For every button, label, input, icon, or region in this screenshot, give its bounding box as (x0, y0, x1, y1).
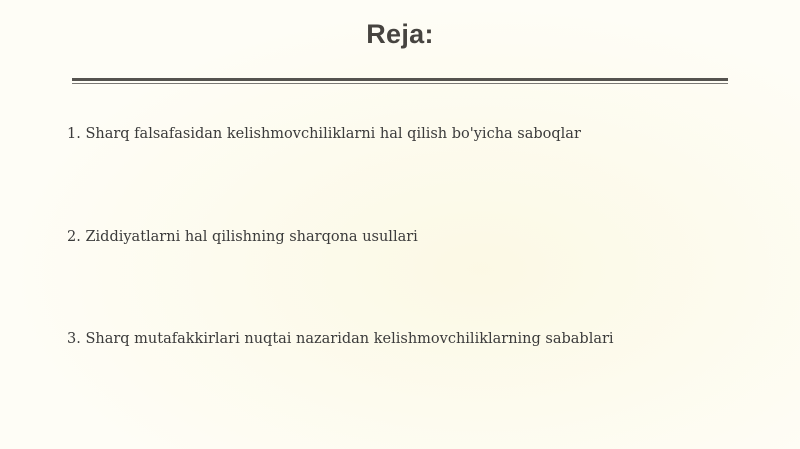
plan-item-3: 3. Sharq mutafakkirlari nuqtai nazaridan kelishmovchiliklarning sabablari (67, 331, 614, 347)
plan-item-1: 1. Sharq falsafasidan kelishmovchiliklarni hal qilish bo'yicha saboqlar (67, 126, 581, 142)
slide-title: Reja: (366, 19, 434, 49)
title-divider-thick (72, 78, 728, 81)
title-divider-thin (72, 83, 728, 84)
plan-item-2: 2. Ziddiyatlarni hal qilishning sharqona usullari (67, 229, 418, 245)
